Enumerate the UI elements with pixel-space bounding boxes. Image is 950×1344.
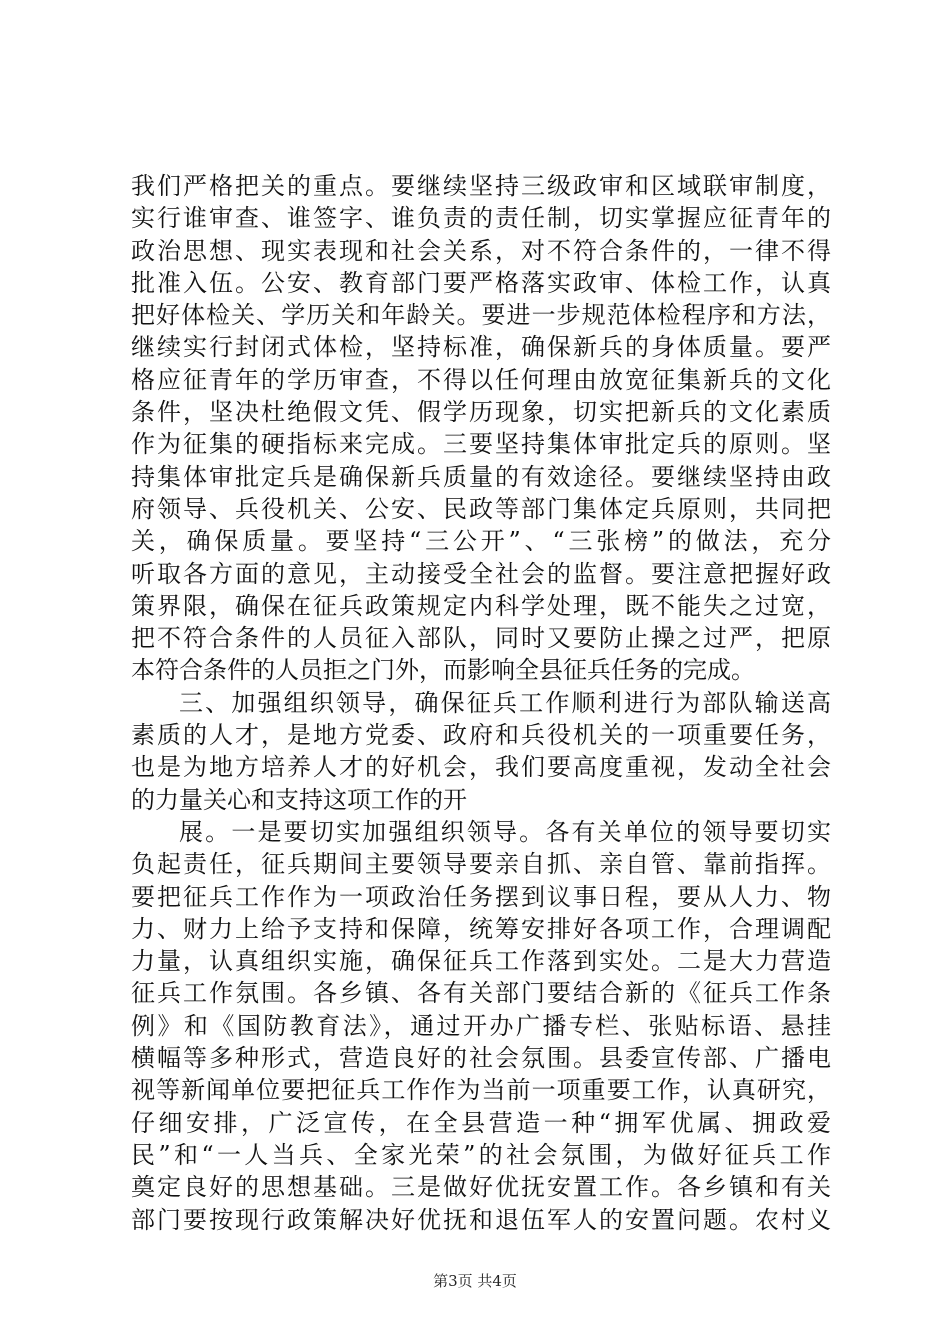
text-line: 继续实行封闭式体检，坚持标准，确保新兵的身体质量。要严 <box>131 333 831 362</box>
text-line: 府领导、兵役机关、公安、民政等部门集体定兵原则，共同把 <box>131 494 831 523</box>
text-line: 政治思想、现实表现和社会关系，对不符合条件的，一律不得 <box>131 236 831 265</box>
text-line: 格应征青年的学历审查，不得以任何理由放宽征集新兵的文化 <box>131 365 831 394</box>
text-line: 我们严格把关的重点。要继续坚持三级政审和区域联审制度， <box>131 172 831 200</box>
text-line: 横幅等多种形式，营造良好的社会氛围。县委宣传部、广播电 <box>131 1044 831 1073</box>
text-line: 力、财力上给予支持和保障，统筹安排好各项工作，合理调配 <box>131 914 831 943</box>
text-line: 本符合条件的人员拒之门外，而影响全县征兵任务的完成。 <box>131 656 755 685</box>
text-line: 征兵工作氛围。各乡镇、各有关部门要结合新的《征兵工作条 <box>131 979 831 1008</box>
text-line: 作为征集的硬指标来完成。三要坚持集体审批定兵的原则。坚 <box>131 430 831 459</box>
text-line: 民”和“一人当兵、全家光荣”的社会氛围，为做好征兵工作 <box>131 1140 831 1169</box>
text-line: 也是为地方培养人才的好机会，我们要高度重视，发动全社会 <box>131 753 831 782</box>
text-line: 素质的人才，是地方党委、政府和兵役机关的一项重要任务， <box>131 721 831 750</box>
text-line: 把好体检关、学历关和年龄关。要进一步规范体检程序和方法， <box>131 301 831 330</box>
text-line: 实行谁审查、谁签字、谁负责的责任制，切实掌握应征青年的 <box>131 204 831 233</box>
text-line: 把不符合条件的人员征入部队，同时又要防止操之过严，把原 <box>131 624 831 653</box>
text-line: 策界限，确保在征兵政策规定内科学处理，既不能失之过宽， <box>131 591 831 620</box>
text-line: 听取各方面的意见，主动接受全社会的监督。要注意把握好政 <box>131 559 831 588</box>
text-line: 视等新闻单位要把征兵工作作为当前一项重要工作，认真研究， <box>131 1076 831 1105</box>
text-line: 负起责任，征兵期间主要领导要亲自抓、亲自管、靠前指挥。 <box>131 850 831 879</box>
text-line: 例》和《国防教育法》，通过开办广播专栏、张贴标语、悬挂 <box>131 1011 831 1040</box>
paragraph-start-line: 三、加强组织领导，确保征兵工作顺利进行为部队输送高 <box>179 688 831 717</box>
page-number-footer: 第3页 共4页 <box>433 1272 517 1290</box>
text-line: 关，确保质量。要坚持“三公开”、“三张榜”的做法，充分 <box>131 527 831 556</box>
text-line: 要把征兵工作作为一项政治任务摆到议事日程，要从人力、物 <box>131 882 831 911</box>
text-line: 力量，认真组织实施，确保征兵工作落到实处。二是大力营造 <box>131 947 831 976</box>
text-line: 批准入伍。公安、教育部门要严格落实政审、体检工作，认真 <box>131 268 831 297</box>
text-line: 奠定良好的思想基础。三是做好优抚安置工作。各乡镇和有关 <box>131 1173 831 1202</box>
text-line: 的力量关心和支持这项工作的开 <box>131 785 467 814</box>
text-line: 仔细安排，广泛宣传，在全县营造一种“拥军优属、拥政爱 <box>131 1108 831 1137</box>
text-line: 部门要按现行政策解决好优抚和退伍军人的安置问题。农村义 <box>131 1205 831 1234</box>
body-text <box>131 170 831 1236</box>
paragraph-start-line: 展。一是要切实加强组织领导。各有关单位的领导要切实 <box>179 817 831 846</box>
text-line: 持集体审批定兵是确保新兵质量的有效途径。要继续坚持由政 <box>131 462 831 491</box>
text-line: 条件，坚决杜绝假文凭、假学历现象，切实把新兵的文化素质 <box>131 398 831 427</box>
